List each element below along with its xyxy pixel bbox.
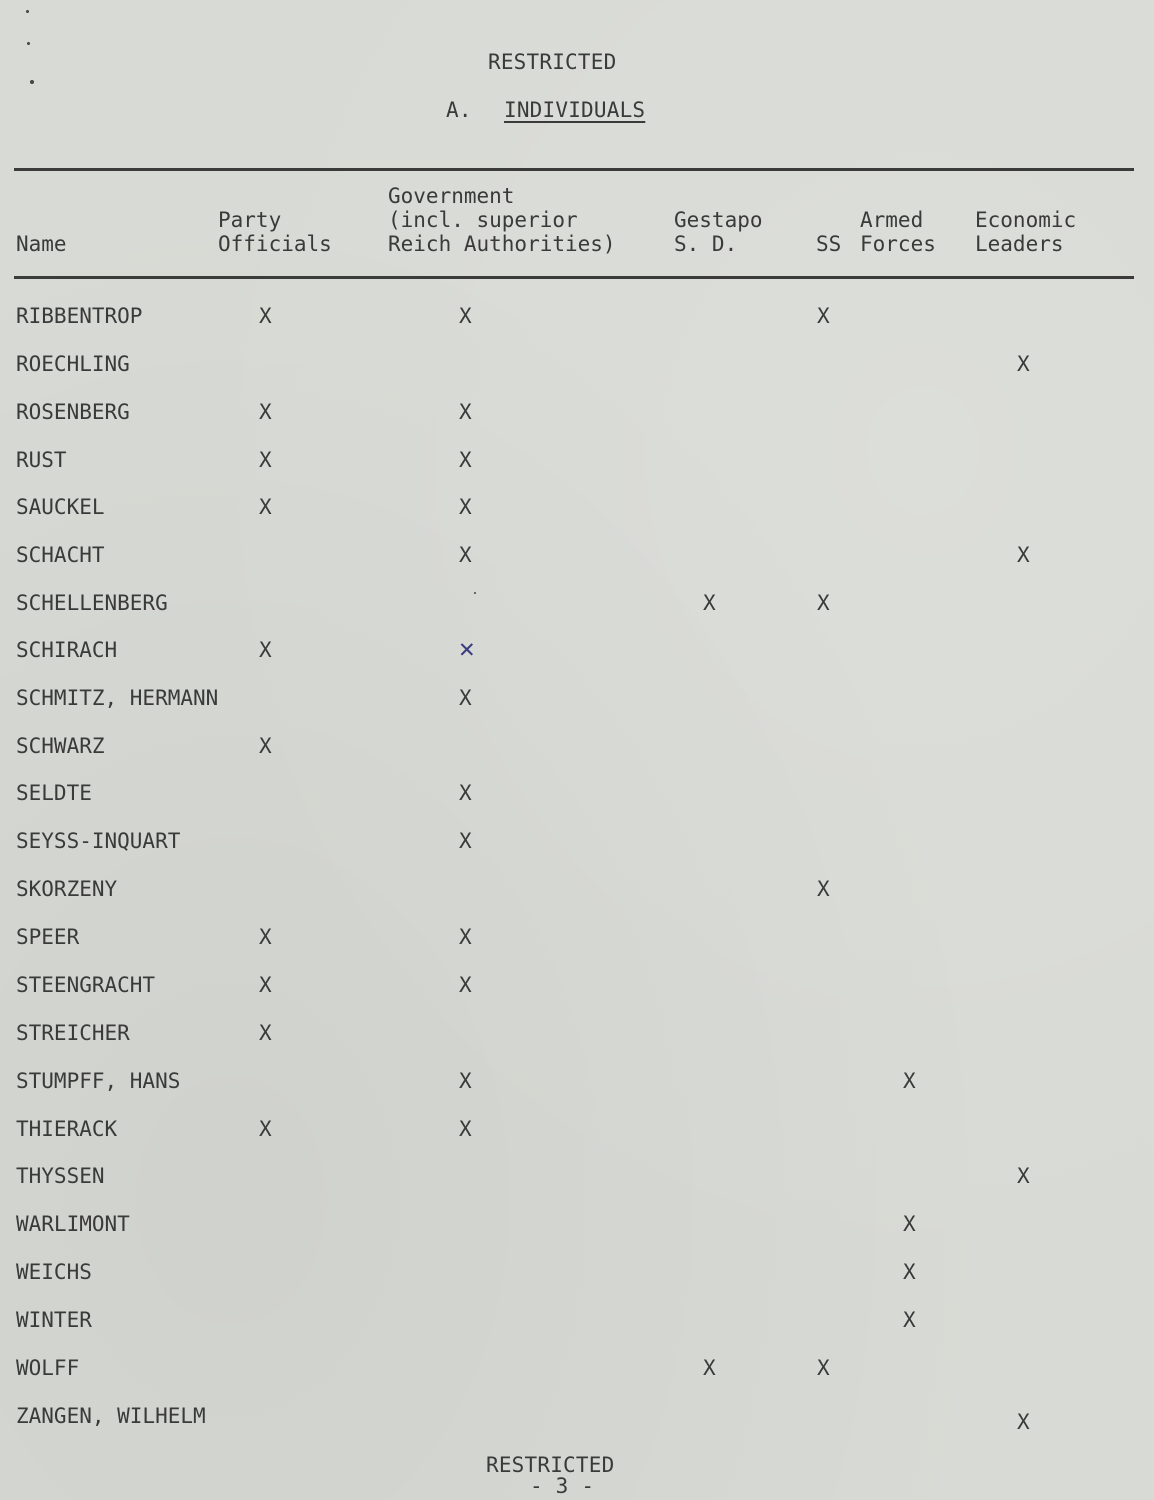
mark-party: X	[259, 1021, 272, 1045]
mark-government: X	[459, 973, 472, 997]
mark-ss: X	[817, 304, 830, 328]
mark-gestapo: X	[703, 591, 716, 615]
row-name: WEICHS	[16, 1260, 92, 1284]
table-row	[0, 1021, 1154, 1051]
table-row	[0, 1069, 1154, 1099]
table-row	[0, 973, 1154, 1003]
row-name: SPEER	[16, 925, 80, 949]
mark-party: X	[259, 304, 272, 328]
paper-speck	[30, 80, 34, 84]
table-row	[0, 495, 1154, 525]
table-row	[0, 1117, 1154, 1147]
mark-armed: X	[903, 1260, 916, 1284]
table-row	[0, 829, 1154, 859]
row-name: RUST	[16, 448, 67, 472]
mark-party: X	[259, 973, 272, 997]
col-header-ss: SS	[816, 232, 842, 256]
mark-government: X	[459, 781, 472, 805]
row-name: SELDTE	[16, 781, 92, 805]
row-name: RIBBENTROP	[16, 304, 143, 328]
section-title: INDIVIDUALS	[504, 98, 646, 122]
col-header-armed-forces: Armed Forces	[860, 208, 936, 256]
mark-economic: X	[1017, 1164, 1030, 1188]
row-name: SKORZENY	[16, 877, 118, 901]
mark-ss: X	[817, 1356, 830, 1380]
page-number: - 3 -	[530, 1474, 595, 1498]
mark-party: X	[259, 448, 272, 472]
row-name: SCHELLENBERG	[16, 591, 168, 615]
table-row	[0, 686, 1154, 716]
row-name: WINTER	[16, 1308, 92, 1332]
mark-government: X	[459, 1117, 472, 1141]
mark-ss: X	[817, 877, 830, 901]
row-name: SAUCKEL	[16, 495, 105, 519]
col-header-name: Name	[16, 232, 67, 256]
mark-armed: X	[903, 1308, 916, 1332]
col-header-gestapo: Gestapo S. D.	[674, 208, 763, 256]
table-row	[0, 1404, 1154, 1434]
mark-government: X	[459, 829, 472, 853]
row-name: SCHACHT	[16, 543, 105, 567]
table-row	[0, 1308, 1154, 1338]
col-header-party: Party Officials	[218, 208, 332, 256]
row-name: ZANGEN, WILHELM	[16, 1404, 206, 1428]
table-row	[0, 1356, 1154, 1386]
mark-party: X	[259, 495, 272, 519]
mark-party: X	[259, 400, 272, 424]
row-name: ROECHLING	[16, 352, 130, 376]
row-name: STREICHER	[16, 1021, 130, 1045]
mark-government: X	[459, 400, 472, 424]
paper-speck	[26, 10, 29, 13]
mark-government: X	[459, 543, 472, 567]
table-row	[0, 1260, 1154, 1290]
mark-party: X	[259, 925, 272, 949]
table-row	[0, 925, 1154, 955]
table-row	[0, 781, 1154, 811]
mark-economic: X	[1017, 1410, 1030, 1434]
section-letter: A.	[446, 98, 472, 122]
header-classification: RESTRICTED	[488, 50, 617, 74]
row-name: WOLFF	[16, 1356, 80, 1380]
table-row	[0, 1164, 1154, 1194]
table-row	[0, 352, 1154, 382]
mark-armed: X	[903, 1212, 916, 1236]
row-name: SCHWARZ	[16, 734, 105, 758]
mark-armed: X	[903, 1069, 916, 1093]
mark-party: X	[259, 1117, 272, 1141]
row-name: ROSENBERG	[16, 400, 130, 424]
row-name: SCHMITZ, HERMANN	[16, 686, 219, 710]
mark-economic: X	[1017, 543, 1030, 567]
mark-government: X	[459, 495, 472, 519]
table-row	[0, 400, 1154, 430]
table-top-rule	[14, 168, 1134, 171]
footer-classification: RESTRICTED	[486, 1453, 615, 1477]
table-header-rule	[14, 276, 1134, 279]
table-row	[0, 591, 1154, 621]
mark-economic: X	[1017, 352, 1030, 376]
col-header-economic-leaders: Economic Leaders	[975, 208, 1077, 256]
table-row	[0, 448, 1154, 478]
row-name: SEYSS-INQUART	[16, 829, 181, 853]
mark-party: X	[259, 734, 272, 758]
col-header-government: Government (incl. superior Reich Authorities)	[388, 184, 616, 256]
table-row	[0, 734, 1154, 764]
mark-government: ✕	[459, 634, 475, 664]
mark-government: X	[459, 448, 472, 472]
mark-government: X	[459, 1069, 472, 1093]
mark-government: X	[459, 925, 472, 949]
table-row	[0, 877, 1154, 907]
table-row	[0, 304, 1154, 334]
row-name: STUMPFF, HANS	[16, 1069, 181, 1093]
row-name: STEENGRACHT	[16, 973, 156, 997]
row-name: SCHIRACH	[16, 638, 118, 662]
table-row	[0, 543, 1154, 573]
row-name: WARLIMONT	[16, 1212, 130, 1236]
row-name: THYSSEN	[16, 1164, 105, 1188]
mark-gestapo: X	[703, 1356, 716, 1380]
mark-government: X	[459, 304, 472, 328]
mark-government: X	[459, 686, 472, 710]
mark-ss: X	[817, 591, 830, 615]
table-row	[0, 1212, 1154, 1242]
mark-party: X	[259, 638, 272, 662]
paper-speck	[27, 42, 30, 45]
paper-speck	[474, 592, 476, 594]
row-name: THIERACK	[16, 1117, 118, 1141]
table-row	[0, 634, 1154, 668]
